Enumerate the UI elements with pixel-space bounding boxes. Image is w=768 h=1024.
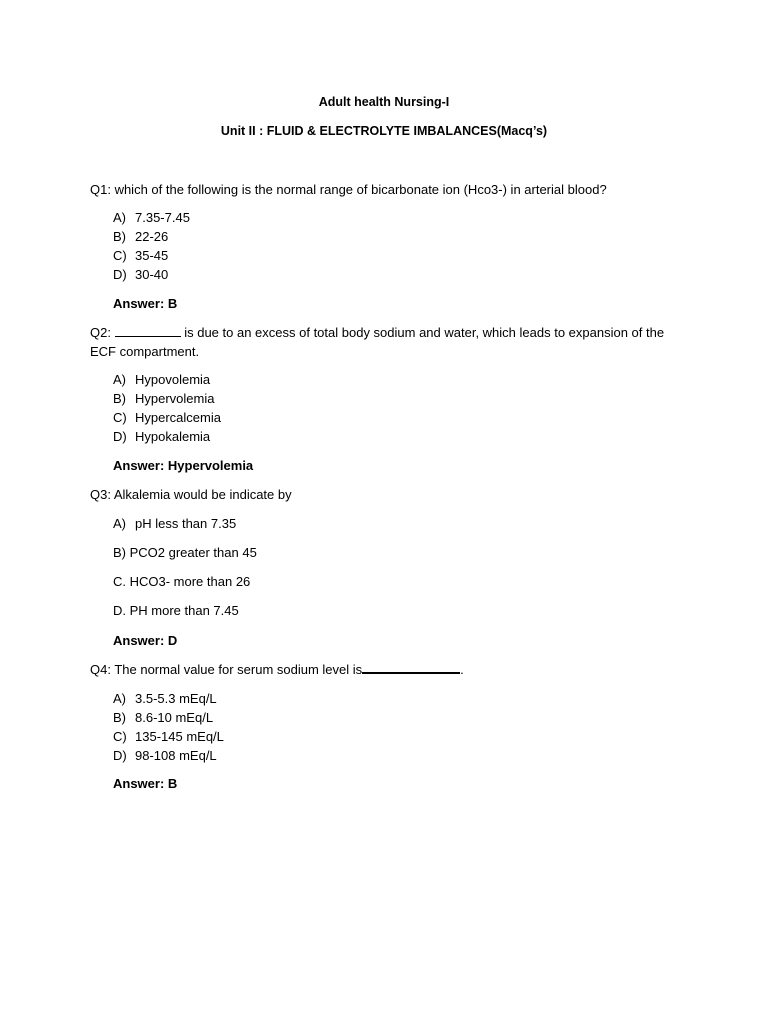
- option-text: Hypercalcemia: [135, 410, 221, 425]
- option-letter: C): [113, 248, 127, 263]
- answer-3: Answer: D: [113, 633, 178, 648]
- option-text: 135-145 mEq/L: [135, 729, 224, 744]
- option-text: Hypokalemia: [135, 429, 211, 444]
- option-a: [113, 514, 236, 533]
- option-letter: A): [113, 210, 126, 225]
- option-text: 22-26: [135, 229, 169, 244]
- option-letter: C): [113, 410, 127, 425]
- option-c: C. HCO3- more than 26: [113, 574, 251, 589]
- answer-1: Answer: B: [113, 296, 178, 311]
- option-letter: B): [113, 391, 126, 406]
- option-b: [113, 227, 190, 246]
- option-a: [113, 689, 224, 708]
- option-letter: A): [113, 372, 126, 387]
- option-letter: B): [113, 229, 126, 244]
- option-letter: D): [113, 429, 127, 444]
- option-letter: D): [113, 267, 127, 282]
- option-text: 98-108 mEq/L: [135, 748, 217, 763]
- option-a: [113, 370, 221, 389]
- option-letter: B): [113, 710, 126, 725]
- answer-blank: [115, 324, 181, 337]
- answer-2: Answer: Hypervolemia: [113, 458, 254, 473]
- option-b: [113, 389, 221, 408]
- option-text: 8.6-10 mEq/L: [135, 710, 214, 725]
- option-c: [113, 727, 224, 746]
- question-4: [90, 660, 690, 679]
- option-letter: A): [113, 691, 126, 706]
- question-4-suffix: .: [460, 662, 464, 677]
- question-1: Q1: which of the following is the normal range of bicarbonate ion (Hco3-) in arterial blood?: [90, 182, 607, 197]
- question-2-prefix: Q2:: [90, 325, 111, 340]
- option-text: Hypervolemia: [135, 391, 215, 406]
- option-c: [113, 408, 221, 427]
- option-text: Hypovolemia: [135, 372, 211, 387]
- answer-blank: [362, 660, 460, 674]
- question-2: [90, 323, 690, 361]
- answer-4: Answer: B: [113, 776, 178, 791]
- question-2-text: is due to an excess of total body sodium and water, which leads to expansion of the ECF compartment.: [90, 325, 665, 359]
- option-b: B) PCO2 greater than 45: [113, 545, 257, 560]
- option-text: 30-40: [135, 267, 169, 282]
- question-4-text: Q4: The normal value for serum sodium level is: [90, 662, 363, 677]
- document-title: Adult health Nursing-I: [318, 95, 450, 109]
- question-1-options: [113, 208, 190, 284]
- option-text: 7.35-7.45: [135, 210, 190, 225]
- option-c: [113, 246, 190, 265]
- option-letter: D): [113, 748, 127, 763]
- option-text: 3.5-5.3 mEq/L: [135, 691, 217, 706]
- question-4-options: [113, 689, 224, 765]
- option-text: pH less than 7.35: [135, 516, 237, 531]
- option-b: [113, 708, 224, 727]
- option-d: D. PH more than 7.45: [113, 603, 239, 618]
- option-d: [113, 427, 221, 446]
- option-d: [113, 265, 190, 284]
- document-subtitle: Unit II : FLUID & ELECTROLYTE IMBALANCES(Macq’s): [220, 124, 548, 138]
- option-letter: C): [113, 729, 127, 744]
- question-2-options: [113, 370, 221, 446]
- option-letter: A): [113, 516, 126, 531]
- option-d: [113, 746, 224, 765]
- option-a: [113, 208, 190, 227]
- option-text: 35-45: [135, 248, 169, 263]
- question-3: Q3: Alkalemia would be indicate by: [90, 487, 292, 502]
